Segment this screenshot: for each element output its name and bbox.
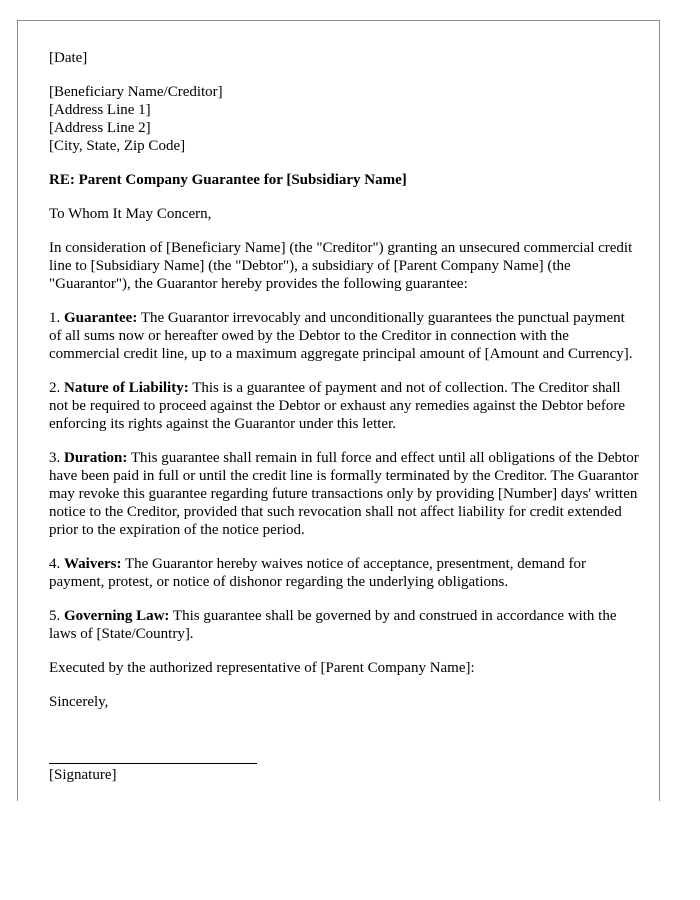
term-number: 1. bbox=[49, 310, 61, 326]
term-heading: Guarantee: bbox=[64, 310, 138, 326]
recipient-address-line-2: [Address Line 2] bbox=[49, 120, 151, 136]
recipient-name: [Beneficiary Name/Creditor] bbox=[49, 84, 223, 100]
term-number: 2. bbox=[49, 380, 61, 396]
intro-paragraph: In consideration of [Beneficiary Name] (the "Creditor") granting an unsecured commercial credit line to [Subsidiary Name] (the "Debtor"), a subsidiary of [Parent Company Name] (the "Guarantor"), the Guarantor hereby provides the following guarantee: bbox=[49, 240, 633, 292]
term-heading: Governing Law: bbox=[64, 608, 170, 624]
term-heading: Waivers: bbox=[64, 556, 122, 572]
closing: Sincerely, bbox=[49, 694, 109, 710]
term-text: This is a guarantee of payment and not of collection. The Creditor shall not be required to proceed against the Debtor or exhaust any remedies against the Debtor before enforcing its rights against the Guarantor under this letter. bbox=[49, 380, 626, 432]
term-heading: Duration: bbox=[64, 450, 128, 466]
letter-body bbox=[49, 49, 639, 784]
letter-date: [Date] bbox=[49, 50, 88, 66]
signature-line bbox=[49, 763, 257, 764]
letter-subject: RE: Parent Company Guarantee for [Subsidiary Name] bbox=[49, 172, 407, 188]
term-governing-law bbox=[49, 607, 639, 643]
term-number: 5. bbox=[49, 608, 61, 624]
term-text: This guarantee shall be governed by and construed in accordance with the laws of [State/Country]. bbox=[49, 608, 617, 642]
salutation: To Whom It May Concern, bbox=[49, 206, 212, 222]
recipient-city-state-zip: [City, State, Zip Code] bbox=[49, 138, 186, 154]
term-text: The Guarantor hereby waives notice of acceptance, presentment, demand for payment, protest, or notice of dishonor regarding the underlying obligations. bbox=[49, 556, 587, 590]
execution-statement: Executed by the authorized representative of [Parent Company Name]: bbox=[49, 660, 475, 676]
signature-label: [Signature] bbox=[49, 767, 117, 783]
term-duration bbox=[49, 449, 639, 539]
letter-page bbox=[17, 20, 660, 801]
term-number: 3. bbox=[49, 450, 61, 466]
recipient-address-line-1: [Address Line 1] bbox=[49, 102, 151, 118]
term-number: 4. bbox=[49, 556, 61, 572]
term-heading: Nature of Liability: bbox=[64, 380, 189, 396]
term-guarantee bbox=[49, 309, 639, 363]
recipient-address bbox=[49, 83, 639, 155]
term-waivers bbox=[49, 555, 639, 591]
term-text: This guarantee shall remain in full force and effect until all obligations of the Debtor have been paid in full or until the credit line is formally terminated by the Creditor. The Guarantor may revoke this guarantee regarding future transactions only by providing [Number] days' written notice to the Creditor, provided that such revocation shall not affect liability for credit extended prior to the expiration of the notice period. bbox=[49, 450, 639, 538]
term-nature-of-liability bbox=[49, 379, 639, 433]
term-text: The Guarantor irrevocably and unconditionally guarantees the punctual payment of all sums now or hereafter owed by the Debtor to the Creditor in connection with the commercial credit line, up to a maximum aggregate principal amount of [Amount and Currency]. bbox=[49, 310, 633, 362]
